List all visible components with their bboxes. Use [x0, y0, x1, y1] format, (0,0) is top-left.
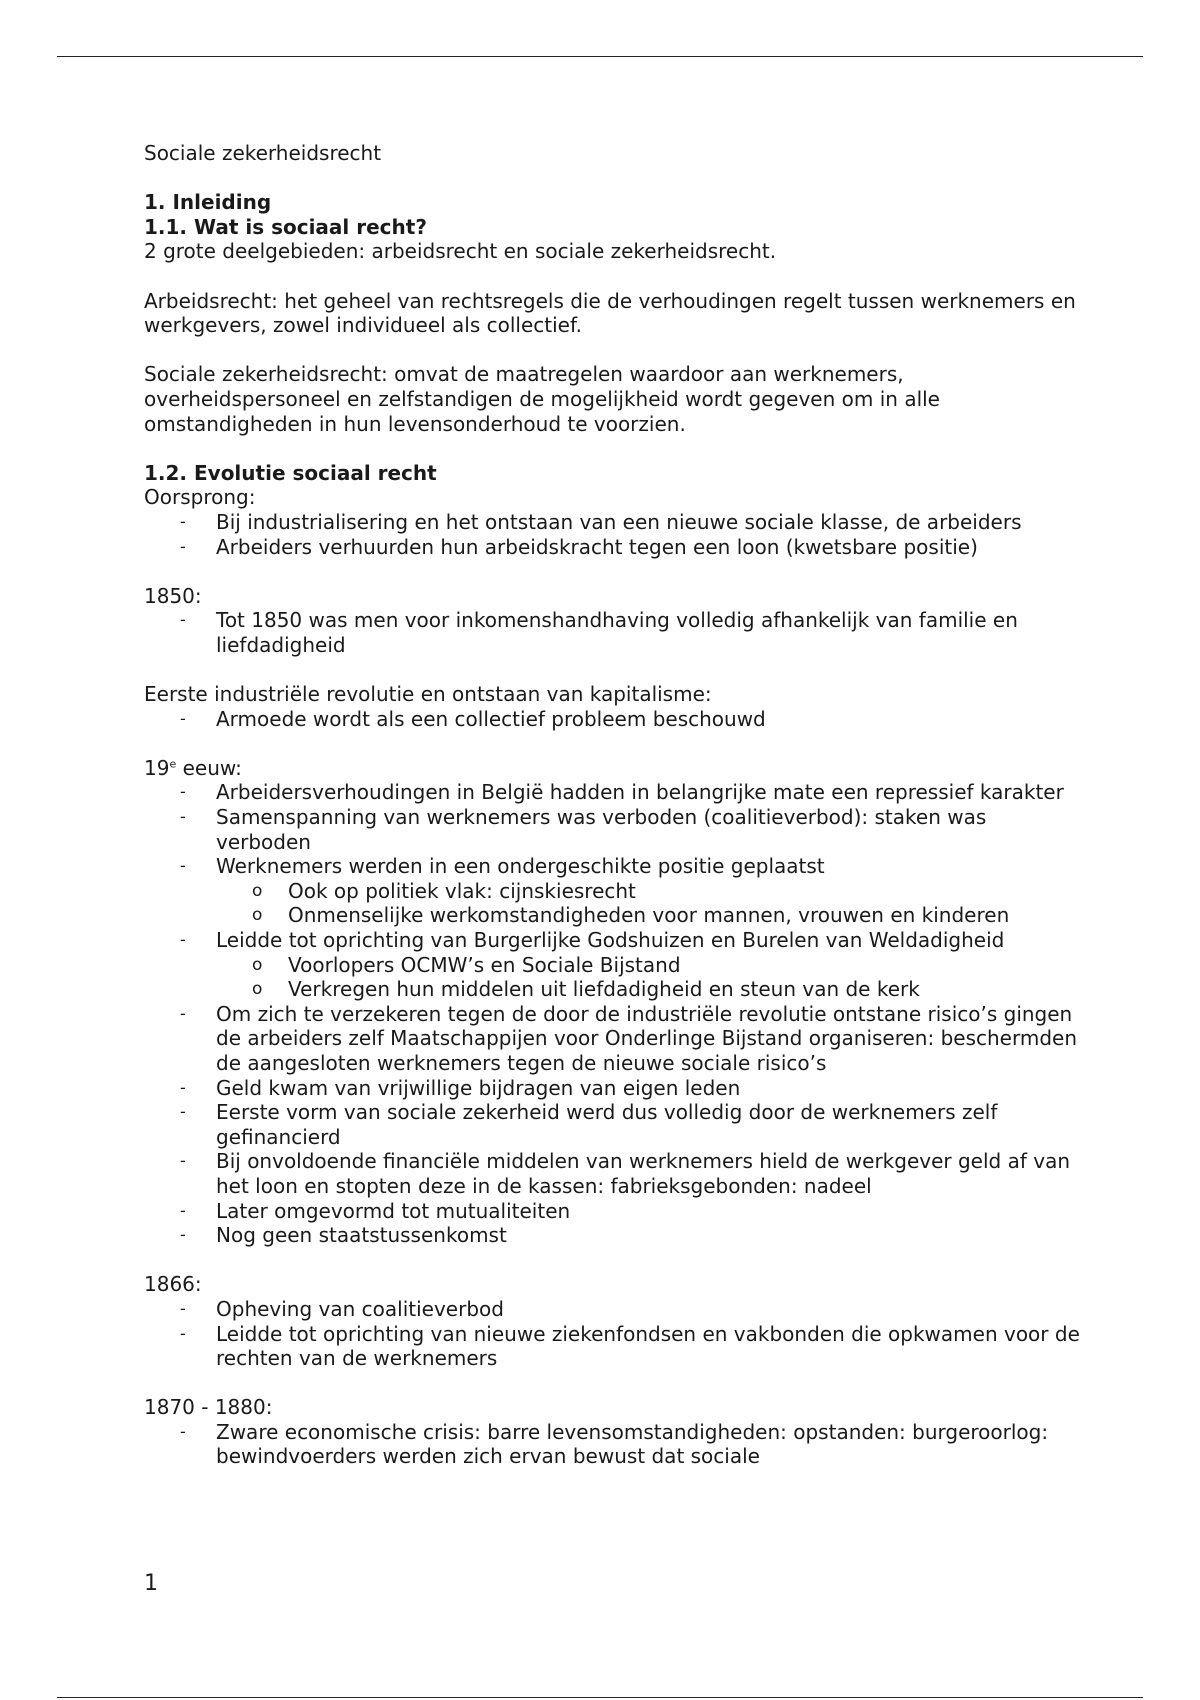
list-item: - Arbeidersverhoudingen in België hadden in belangrijke mate een repressief karakter: [180, 780, 1064, 805]
paragraph-arbeidsrecht: Arbeidsrecht: het geheel van rechtsregels die de verhoudingen regelt tussen werknemers en werkgevers, zowel individueel als collectief.: [144, 288, 1076, 338]
heading-inleiding: 1. Inleiding: [144, 190, 272, 215]
document-title: Sociale zekerheidsrecht: [144, 141, 382, 165]
dash-bullet: -: [180, 930, 186, 949]
footer-rule: [57, 1697, 1143, 1698]
dash-bullet: -: [180, 1323, 186, 1343]
list-item: - Nog geen staatstussenkomst: [180, 1223, 507, 1248]
dash-bullet: -: [180, 1003, 186, 1023]
heading-evolutie-sociaal-recht: 1.2. Evolutie sociaal recht: [144, 460, 437, 485]
dash-bullet: -: [180, 708, 186, 728]
header-rule: [57, 56, 1143, 57]
list-1866: [144, 1297, 1084, 1371]
dash-bullet: -: [180, 782, 186, 802]
list-item: - Opheving van coalitieverbod: [180, 1296, 504, 1321]
circle-bullet: o: [252, 979, 263, 1000]
dash-bullet: -: [180, 1225, 186, 1245]
dash-bullet: -: [180, 807, 186, 827]
label-1866: 1866:: [144, 1272, 202, 1297]
circle-bullet: o: [252, 905, 263, 926]
list-item: - Om zich te verzekeren tegen de door de industriële revolutie ontstane risico’s gingen de arbeiders zelf Maatschappijen voor Onderlinge Bijstand organiseren: beschermden de aangesloten werknemers tegen de nieuwe sociale risico’s: [180, 1001, 1078, 1075]
dash-bullet: -: [180, 1077, 186, 1097]
sublist-item: o Voorlopers OCMW’s en Sociale Bijstand: [252, 952, 681, 977]
sublist-item: o Onmenselijke werkomstandigheden voor mannen, vrouwen en kinderen: [252, 903, 1010, 928]
list-item: - Geld kwam van vrijwillige bijdragen van eigen leden: [180, 1075, 741, 1100]
heading-wat-is-sociaal-recht: 1.1. Wat is sociaal recht?: [144, 214, 427, 239]
page-number: 1: [144, 1571, 158, 1596]
dash-bullet: -: [180, 1200, 186, 1220]
list-industriele-revolutie: [144, 707, 1084, 732]
sublist-item: o Verkregen hun middelen uit liefdadigheid en steun van de kerk: [252, 977, 920, 1002]
label-industriele-revolutie: Eerste industriële revolutie en ontstaan van kapitalisme:: [144, 682, 712, 707]
dash-bullet: -: [180, 536, 186, 556]
dash-bullet: -: [180, 1102, 186, 1122]
list-item: - Samenspanning van werknemers was verboden (coalitieverbod): staken was verboden: [180, 805, 987, 854]
dash-bullet: -: [180, 856, 186, 876]
list-oorsprong: [144, 510, 1084, 559]
list-1870-1880: [144, 1420, 1084, 1469]
list-item: - Bij onvoldoende financiële middelen van werknemers hield de werkgever geld af van het loon en stopten deze in de kassen: fabrieksgebonden: nadeel: [180, 1149, 1070, 1198]
dash-bullet: -: [180, 1151, 186, 1171]
list-item: - Armoede wordt als een collectief probleem beschouwd: [180, 706, 766, 731]
list-19e-eeuw: [144, 780, 1084, 1247]
list-item: - Tot 1850 was men voor inkomenshandhaving volledig afhankelijk van familie en liefdadigheid: [180, 608, 1018, 657]
dash-bullet: -: [180, 1421, 186, 1441]
dash-bullet: -: [180, 511, 186, 531]
label-1870-1880: 1870 - 1880:: [144, 1395, 273, 1420]
list-item: - Leidde tot oprichting van Burgerlijke Godshuizen en Burelen van Weldadigheid o Voorlopers OCMW’s en Sociale Bijstand o Verkregen hun middelen uit liefdadigheid en steun van de kerk: [144, 928, 1084, 1002]
circle-bullet: o: [252, 880, 263, 901]
circle-bullet: o: [252, 954, 263, 975]
label-19e-eeuw: 19e eeuw:: [144, 755, 242, 780]
document-body: [144, 141, 1084, 1469]
list-item: - Eerste vorm van sociale zekerheid werd dus volledig door de werknemers zelf gefinancierd: [180, 1100, 998, 1149]
paragraph-sociale-zekerheidsrecht: Sociale zekerheidsrecht: omvat de maatregelen waardoor aan werknemers, overheidspersoneel en zelfstandigen de mogelijkheid wordt gegeven om in alle omstandigheden in hun levensonderhoud te voorzien.: [144, 362, 940, 436]
list-item: - Arbeiders verhuurden hun arbeidskracht tegen een loon (kwetsbare positie): [180, 534, 978, 559]
list-item: - Werknemers werden in een ondergeschikte positie geplaatst o Ook op politiek vlak: cijnskiesrecht o Onmenselijke werkomstandigheden voor mannen, vrouwen en kinderen: [144, 854, 1084, 928]
label-1850: 1850:: [144, 583, 202, 608]
list-item: - Bij industrialisering en het ontstaan van een nieuwe sociale klasse, de arbeiders: [180, 509, 1022, 534]
dash-bullet: -: [180, 610, 186, 630]
list-item: - Zware economische crisis: barre levensomstandigheden: opstanden: burgeroorlog: bewindvoerders werden zich ervan bewust dat sociale: [180, 1419, 1049, 1469]
sublist-godshuizen: [216, 953, 1084, 1002]
label-oorsprong: Oorsprong:: [144, 485, 256, 510]
dash-bullet: -: [180, 1298, 186, 1318]
list-item: - Later omgevormd tot mutualiteiten: [180, 1198, 571, 1223]
list-item: - Leidde tot oprichting van nieuwe ziekenfondsen en vakbonden die opkwamen voor de rechten van de werknemers: [180, 1321, 1080, 1371]
sublist-item: o Ook op politiek vlak: cijnskiesrecht: [252, 878, 636, 903]
list-1850: [144, 608, 1084, 657]
paragraph-deelgebieden: 2 grote deelgebieden: arbeidsrecht en sociale zekerheidsrecht.: [144, 239, 777, 264]
sublist-positie: [216, 879, 1084, 928]
